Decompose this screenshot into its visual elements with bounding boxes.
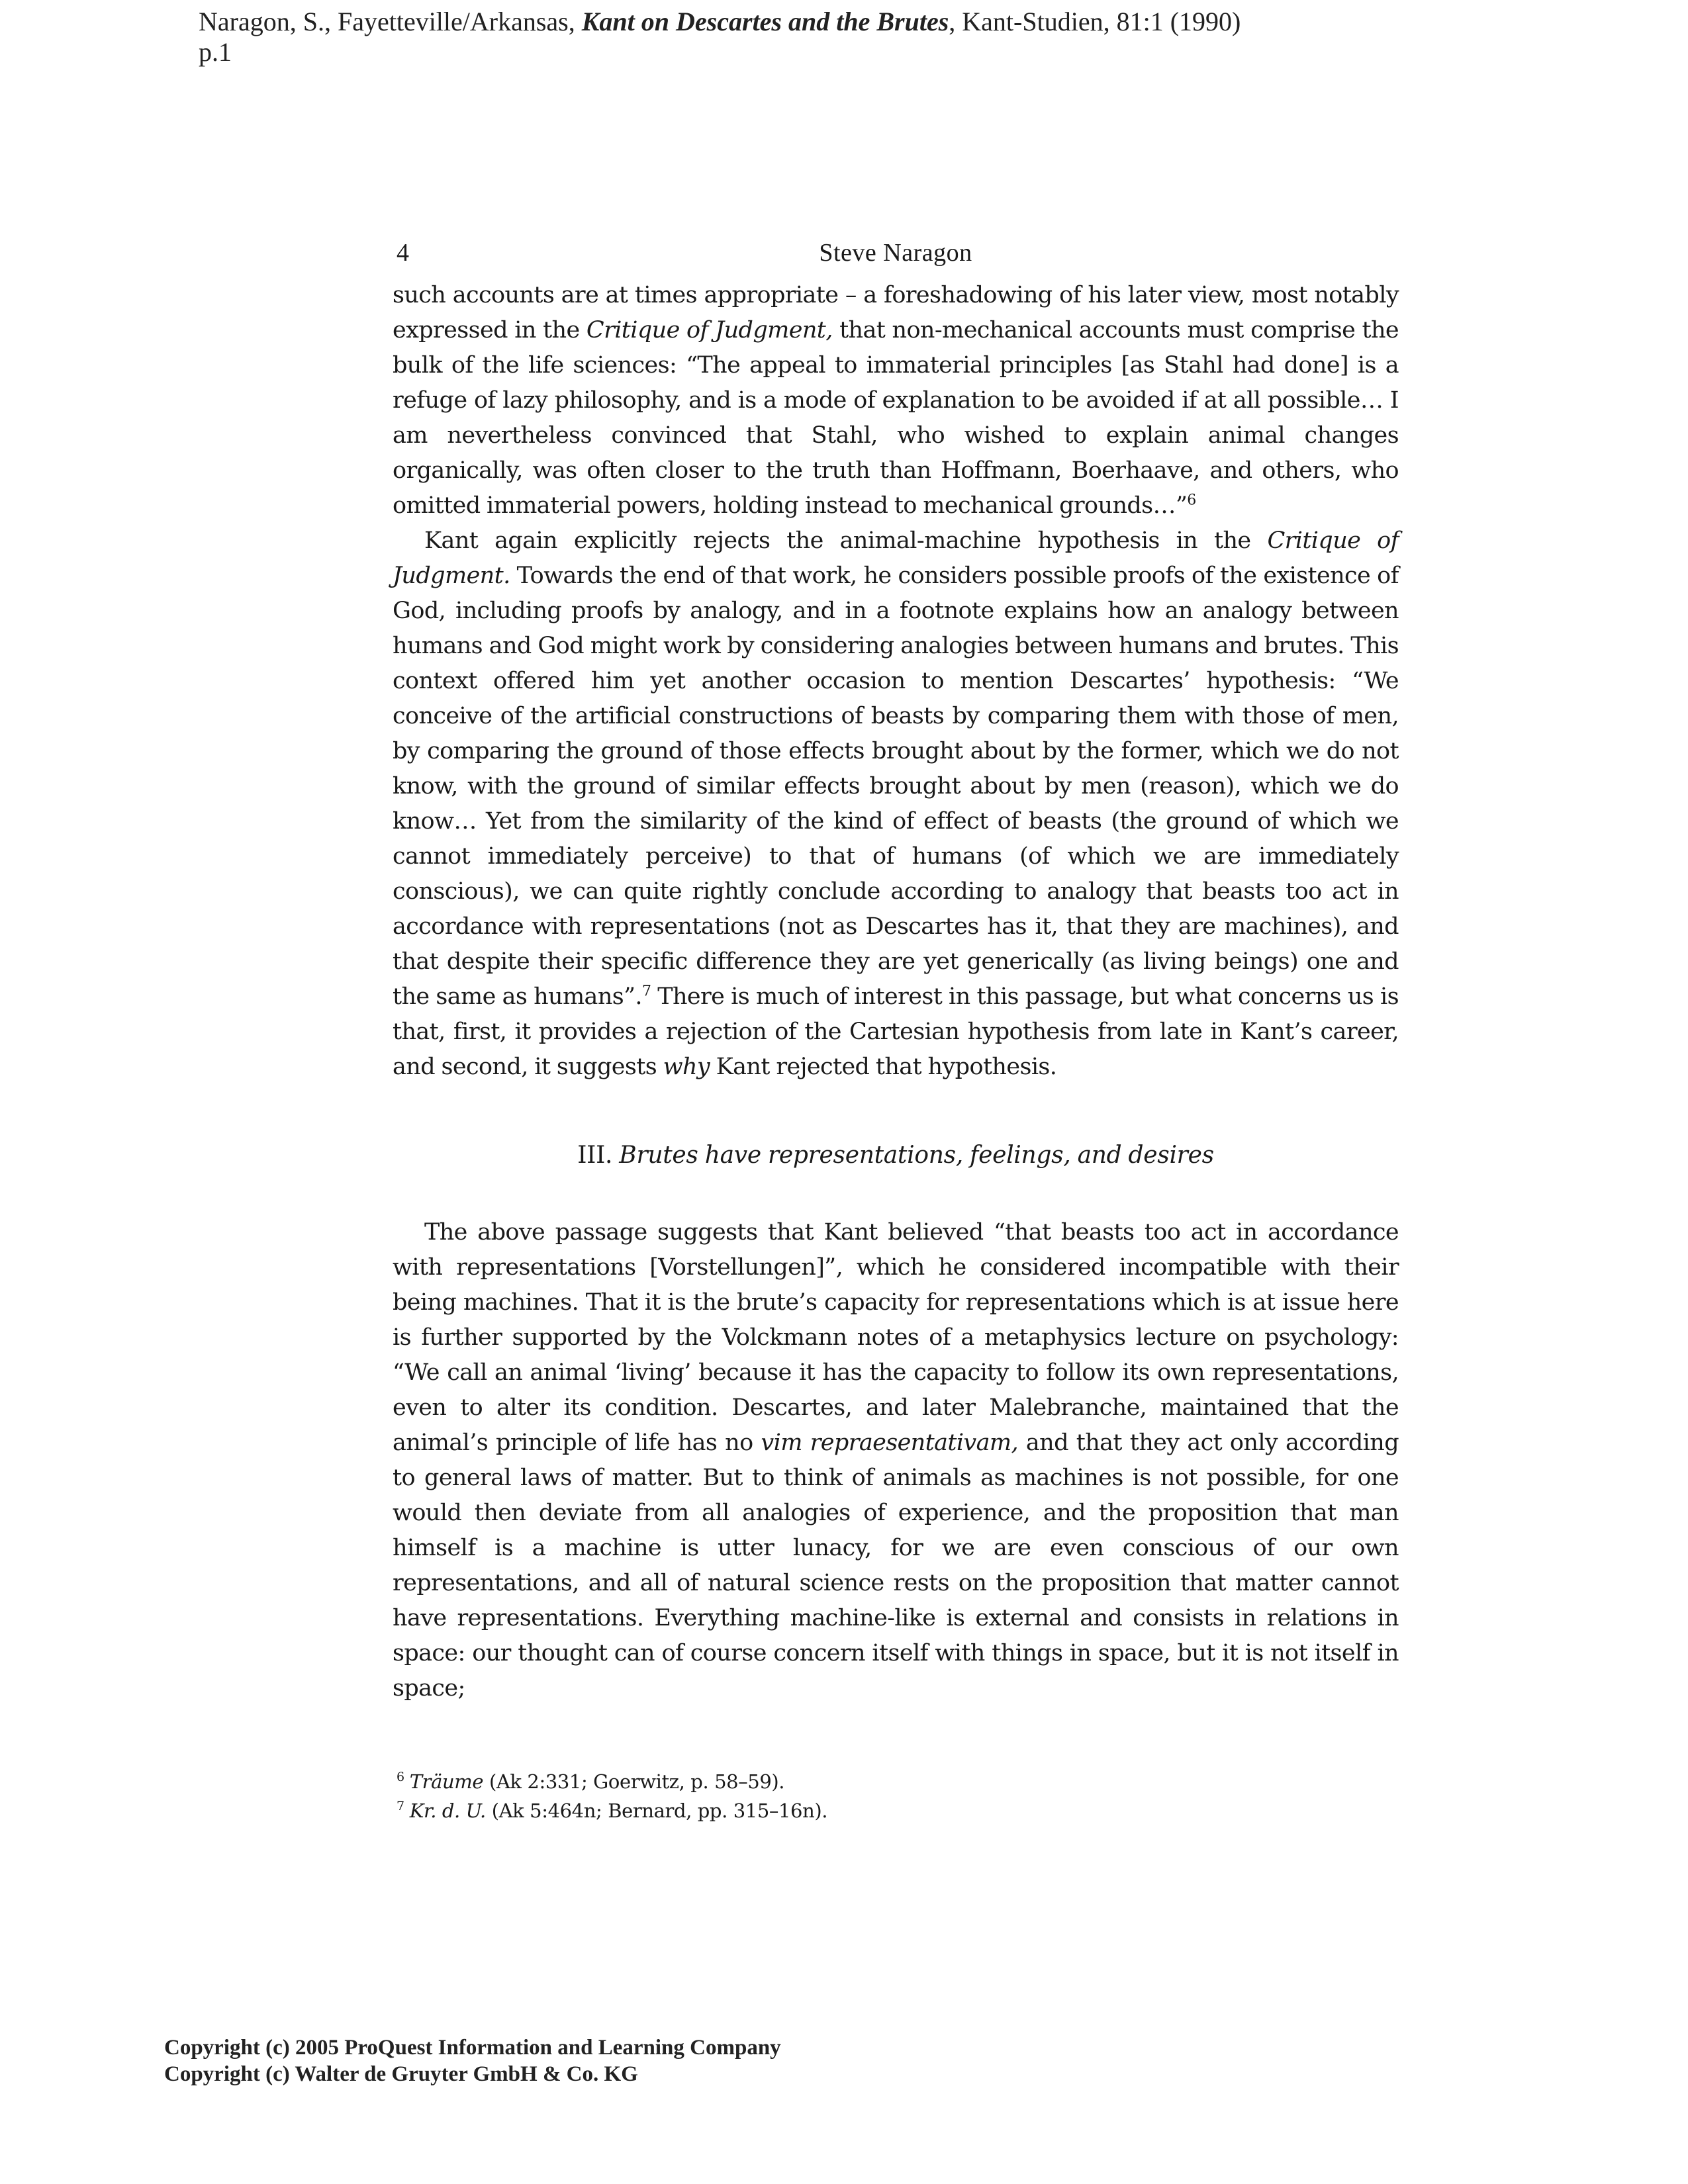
- citation-author: Naragon, S., Fayetteville/Arkansas,: [199, 7, 575, 36]
- article-body: [393, 278, 1399, 1706]
- running-head: [393, 238, 1399, 278]
- paragraph: The above passage suggests that Kant believed “that beasts too act in accordance with representations [Vorstellungen]”, which he considered incompatible with their being machines. That it is the brute’s capacity for representations which is at issue here is further supported by the Volckmann notes of a metaphysics lecture on psychology: “We call an animal ‘living’ because it has the capacity to follow its own representations, even to alter its condition. Descartes, and later Malebranche, maintained that the animal’s principle of life has no vim repraesentativam, and that they act only according to general laws of matter. But to think of animals as machines is not possible, for one would then deviate from all analogies of experience, and the proposition that man himself is a machine is utter lunacy, for we are even conscious of our own representations, and all of natural science rests on the proposition that matter cannot have representations. Everything machine-like is external and consists in relations in space: our thought can of course concern itself with things in space, but it is not itself in space;: [393, 1219, 1399, 1702]
- copyright-line: Copyright (c) Walter de Gruyter GmbH & Co. KG: [164, 2062, 638, 2086]
- citation-line: [199, 7, 1589, 37]
- database-header: [199, 7, 1589, 68]
- citation-page: p.1: [199, 37, 232, 67]
- page-number: 4: [397, 239, 409, 267]
- copyright-line: Copyright (c) 2005 ProQuest Information and Learning Company: [164, 2036, 781, 2060]
- paragraph: Kant again explicitly rejects the animal-machine hypothesis in the Critique of Judgment. Towards the end of that work, he considers possible proofs of the existence of God, including proofs by analogy, and in a footnote explains how an analogy between humans and God might work by considering analogies between humans and brutes. This context offered him yet another occasion to mention Descartes’ hypothesis: “We conceive of the artificial constructions of beasts by comparing them with those of men, by comparing the ground of those effects brought about by the former, which we do not know, with the ground of similar effects brought about by men (reason), which we do know… Yet from the similarity of the kind of effect of beasts (the ground of which we cannot immediately perceive) to that of humans (of which we are immediately conscious), we can quite rightly conclude according to analogy that beasts too act in accordance with representations (not as Descartes has it, that they are machines), and that despite their specific difference they are yet generically (as living beings) one and the same as humans”.$^7$ There is much of interest in this passage, but what concerns us is that, first, it provides a rejection of the Cartesian hypothesis from late in Kant’s career, and second, it suggests why Kant rejected that hypothesis.: [393, 527, 1399, 1080]
- footnotes: [393, 1767, 1399, 1825]
- footnote-ref: 7: [641, 983, 651, 1000]
- footnote-ref: 6: [1187, 492, 1196, 509]
- copyright-notice: [164, 2034, 781, 2087]
- citation-journal: , Kant-Studien, 81:1 (1990): [949, 7, 1241, 36]
- citation-title: Kant on Descartes and the Brutes: [581, 7, 949, 36]
- running-head-author: Steve Naragon: [819, 239, 972, 267]
- footnote: $^7$ Kr. d. U. (Ak 5:464n; Bernard, pp. 315–16n).: [397, 1799, 828, 1822]
- article-page: [393, 238, 1399, 1825]
- footnote: $^6$ Träume (Ak 2:331; Goerwitz, p. 58–59).: [397, 1770, 785, 1793]
- paragraph: such accounts are at times appropriate – a foreshadowing of his later view, most notably expressed in the Critique of Judgment, that non-mechanical accounts must comprise the bulk of the life sciences: “The appeal to immaterial principles [as Stahl had done] is a refuge of lazy philosophy, and is a mode of explanation to be avoided if at all possible… I am nevertheless convinced that Stahl, who wished to explain animal changes organically, was often closer to the truth than Hoffmann, Boerhaave, and others, who omitted immaterial powers, holding instead to mechanical grounds…”$^6$: [393, 282, 1399, 519]
- section-heading: III. Brutes have representations, feelings, and desires: [577, 1142, 1214, 1169]
